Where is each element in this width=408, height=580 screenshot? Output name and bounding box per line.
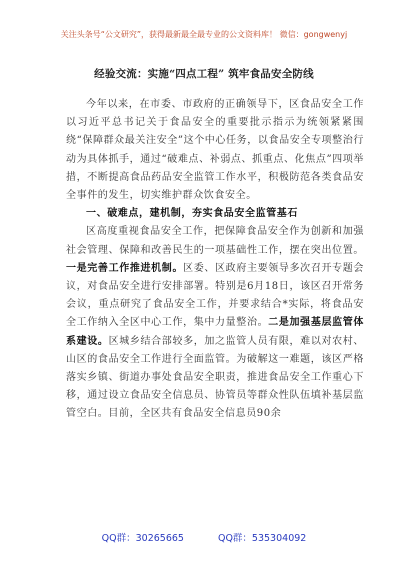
document-title: 经验交流：实施“四点工程” 筑牢食品安全防线: [94, 68, 314, 80]
footer-qq-group-2: QQ群：535304092: [217, 533, 307, 544]
bold-point-1: 一是完善工作推进机制。: [66, 262, 184, 274]
section-paragraph: [66, 223, 364, 423]
footer: [0, 533, 408, 545]
bold-point-2: 二是加强基层监管体系建设。: [66, 317, 365, 347]
section-heading: 一、破难点，建机制，夯实食品安全监管基石: [86, 208, 298, 220]
intro-paragraph: 今年以来，在市委、市政府的正确领导下，区食品安全工作以习近平总书记关于食品安全的重要批示指示为统领紧紧围绕“保障群众最关注安全”这个中心任务，以食品安全专项整治行动为具体抓手，通过“破难点、补弱点、抓重点、化焦点”四项举措，不断提高食品药品安全监管工作水平，积极防范各类食品安全事件的发生，切实维护群众饮食安全。: [66, 99, 364, 202]
paragraph-text: 区委、区政府主要领导多次召开专题会议，对食品安全进行安排部署。特别是6月18日，该区召开常务会议，重点研究了食品安全工作，并要求结合*实际，将食品安全工作纳入全区中心工作，集中力量整治。: [66, 262, 364, 329]
header-banner: 关注头条号“公文研究”，获得最新最全最专业的公文资料库！ 微信：gongwenyj: [60, 30, 348, 39]
document-body: [66, 96, 364, 424]
paragraph-text: 区高度重视食品安全工作，把保障食品安全作为创新和加强社会管理、保障和改善民生的一项基础性工作，摆在突出位置。: [66, 226, 364, 256]
paragraph-text: 区城乡结合部较多，加之监管人员有限，难以对农村、山区的食品安全工作进行全面监管。为破解这一难题，该区严格落实乡镇、街道办事处食品安全职责，推进食品安全工作重心下移，通过设立食品安全信息员、协管员等群众性队伍填补基层监管空白。目前，全区共有食品安全信息员90余: [66, 335, 364, 420]
footer-qq-group-1: QQ群：30265665: [101, 533, 184, 544]
